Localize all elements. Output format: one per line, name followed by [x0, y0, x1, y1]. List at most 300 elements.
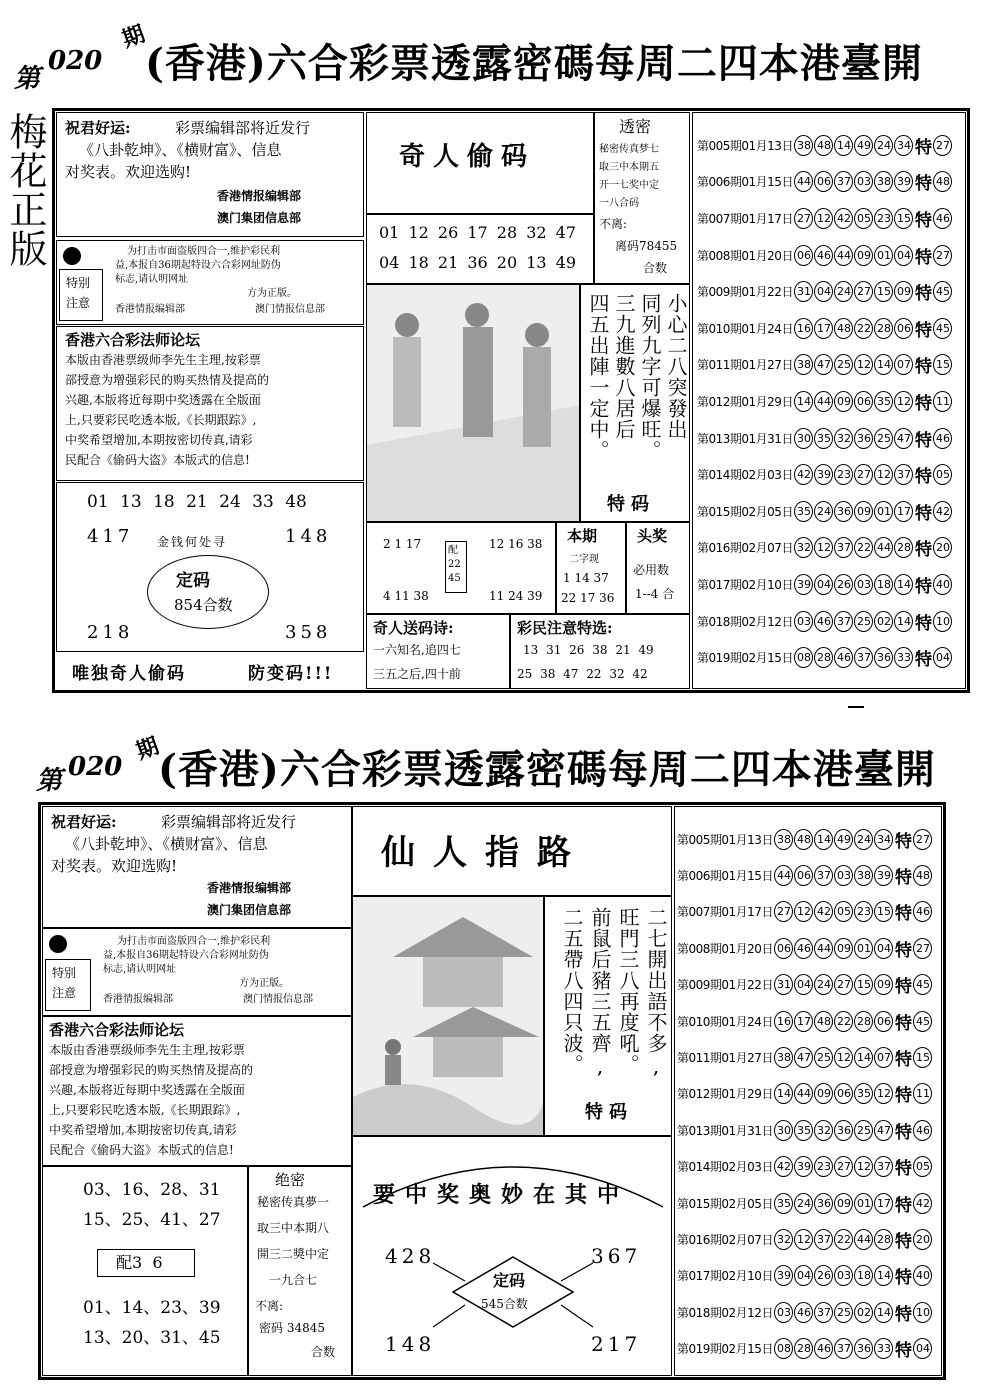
special-number-ball: 42 — [933, 501, 952, 522]
result-date-label: 第013期01月31日 — [677, 1123, 773, 1138]
result-row — [677, 1185, 933, 1221]
special-marker: 特 — [894, 1159, 912, 1180]
result-date-label: 第013期01月31日 — [697, 431, 793, 446]
issue-number: 020 — [68, 752, 123, 782]
number-ball: 32 — [814, 1120, 833, 1141]
number-ball: 37 — [834, 611, 853, 632]
poem-column: 四五出陣一定中。 — [586, 293, 610, 461]
special-number-ball: 46 — [913, 901, 932, 922]
number-ball: 04 — [814, 281, 833, 302]
result-date-label: 第007期01月17日 — [697, 211, 793, 226]
greeting-line: 对奖表。欢迎选购! — [51, 857, 178, 875]
special-marker: 特 — [894, 1268, 912, 1289]
greeting-box — [56, 112, 364, 237]
special-marker: 特 — [914, 320, 932, 341]
number-ball: 12 — [874, 1083, 893, 1104]
page-title: (香港)六合彩票透露密碼每周二四本港臺開 — [158, 746, 936, 793]
number-ball: 14 — [814, 829, 833, 850]
special-number-ball: 15 — [933, 354, 952, 375]
number-ball: 30 — [774, 1120, 793, 1141]
special-marker: 特 — [894, 904, 912, 925]
number-ball: 26 — [814, 1265, 833, 1286]
number-ball: 35 — [794, 1120, 813, 1141]
result-row — [677, 1221, 933, 1257]
result-row — [677, 1039, 933, 1075]
number-ball: 44 — [854, 1229, 873, 1250]
numbers-line: 01 13 18 21 24 33 48 — [87, 492, 307, 512]
result-row — [677, 857, 933, 893]
result-date-label: 第012期01月29日 — [697, 394, 793, 409]
number-ball: 09 — [834, 1193, 853, 1214]
special-marker: 特 — [914, 247, 932, 268]
pairs-mid-box — [445, 541, 467, 593]
special-number-ball: 27 — [913, 938, 932, 959]
secret-heading: 绝密 — [275, 1171, 306, 1189]
issue-number: 020 — [48, 46, 103, 76]
secret-line: 開三二獎中定 — [257, 1247, 330, 1261]
number-ball: 44 — [814, 391, 833, 412]
corner-number: 218 — [87, 622, 134, 643]
special-marker: 特 — [914, 503, 932, 524]
secret-line: 取三中本期八 — [257, 1221, 330, 1235]
panel-title: 奇人偷码 — [399, 142, 536, 172]
poem-column: 二五帶八四只波。 — [560, 907, 584, 1075]
numbers-box — [42, 1166, 248, 1376]
number-ball: 02 — [854, 1302, 873, 1323]
secret-box — [248, 1166, 352, 1376]
number-ball: 36 — [834, 1120, 853, 1141]
number-ball: 38 — [774, 829, 793, 850]
number-ball: 35 — [874, 391, 893, 412]
result-date-label: 第012期01月29日 — [677, 1087, 773, 1102]
number-ball: 17 — [814, 318, 833, 339]
number-ball: 39 — [874, 865, 893, 886]
special-marker: 特 — [914, 540, 932, 561]
greeting-sign: 香港情报编辑部 — [217, 189, 302, 203]
number-ball: 18 — [854, 1265, 873, 1286]
dingma-sum: 854合数 — [174, 596, 233, 614]
pairs-text: 4 11 38 — [383, 589, 429, 603]
result-row — [697, 530, 953, 567]
number-ball: 28 — [854, 1011, 873, 1032]
special-number-ball: 27 — [933, 245, 952, 266]
results-panel-top — [692, 112, 966, 689]
special-head: 彩民注意特选: — [517, 619, 613, 637]
pairs-box — [366, 522, 556, 614]
notice-label: 注意 — [52, 986, 77, 1000]
special-marker: 特 — [914, 284, 932, 305]
number-ball: 33 — [894, 647, 913, 668]
number-ball: 28 — [794, 1338, 813, 1359]
forum-line: 上,只要彩民吃透本版,《长期跟踪》, — [49, 1103, 241, 1117]
result-row — [697, 273, 953, 310]
result-date-label: 第018期02月12日 — [677, 1305, 773, 1320]
number-ball: 06 — [774, 938, 793, 959]
number-ball: 48 — [814, 1011, 833, 1032]
number-ball: 27 — [854, 281, 873, 302]
number-ball: 04 — [794, 1265, 813, 1286]
number-ball: 38 — [794, 354, 813, 375]
number-ball: 46 — [794, 1302, 813, 1323]
benqi-line: 22 17 36 — [561, 591, 615, 605]
number-ball: 18 — [874, 574, 893, 595]
result-date-label: 第005期01月13日 — [677, 832, 773, 847]
number-ball: 14 — [874, 1302, 893, 1323]
panel-title-box — [352, 806, 672, 896]
benqi-head: 本期 — [567, 527, 598, 545]
corner-number: 358 — [285, 622, 332, 643]
poem-column: 三九進數八居后 — [612, 293, 636, 440]
numbers-row: 01 12 26 17 28 32 47 — [379, 223, 577, 242]
number-ball: 22 — [834, 1229, 853, 1250]
number-ball: 01 — [874, 501, 893, 522]
notice-line: 益,本报自36期起特设六合彩网址防伪 — [115, 260, 281, 271]
results-panel-bottom — [674, 806, 942, 1376]
forum-line: 民配合《偷码大盗》本版式的信息! — [49, 1143, 234, 1157]
number-ball: 47 — [894, 428, 913, 449]
dingma-oval — [147, 555, 269, 629]
number-ball: 28 — [874, 318, 893, 339]
special-number-ball: 45 — [933, 318, 952, 339]
poem-column: 旺門三八再度吼。 — [616, 907, 640, 1075]
special-marker: 特 — [914, 357, 932, 378]
result-date-label: 第006期01月15日 — [677, 869, 773, 884]
number-ball: 09 — [834, 938, 853, 959]
notice-line: 益,本报自36期起特设六合彩网址防伪 — [103, 950, 269, 961]
special-marker: 特 — [894, 1050, 912, 1071]
special-marker: 特 — [914, 430, 932, 451]
number-ball: 36 — [814, 1193, 833, 1214]
issue-suffix: 期 — [132, 732, 163, 765]
result-row — [697, 237, 953, 274]
dingma-sum: 545合数 — [481, 1297, 528, 1311]
special-number-ball: 45 — [933, 281, 952, 302]
forum-line: 民配合《偷码大盗》本版式的信息! — [65, 453, 250, 467]
number-ball: 14 — [894, 574, 913, 595]
secret-heading: 透密 — [619, 117, 652, 136]
numbers-row: 15、25、41、27 — [83, 1210, 221, 1230]
special-number-ball: 46 — [913, 1120, 932, 1141]
number-ball: 48 — [834, 318, 853, 339]
notice-label: 特别 — [66, 276, 91, 290]
number-ball: 34 — [874, 829, 893, 850]
number-ball: 37 — [834, 537, 853, 558]
corner-number: 428 — [385, 1244, 436, 1268]
special-marker: 特 — [894, 868, 912, 889]
page-title: (香港)六合彩票透露密碼每周二四本港臺開 — [145, 40, 923, 87]
notice-line: 标志,请认明网址 — [115, 274, 189, 285]
number-ball: 08 — [794, 647, 813, 668]
poem-column: 二七開出語不多, — [644, 907, 668, 1079]
result-row — [677, 930, 933, 966]
number-ball: 08 — [774, 1338, 793, 1359]
number-ball: 37 — [814, 865, 833, 886]
number-ball: 27 — [834, 1156, 853, 1177]
number-ball: 49 — [834, 829, 853, 850]
divider-mark — [848, 706, 864, 708]
greeting-heading: 祝君好运: — [65, 119, 131, 137]
results-list — [677, 821, 933, 1367]
result-row — [677, 1258, 933, 1294]
benqi-line: 二字现 — [569, 554, 599, 565]
number-ball: 46 — [814, 611, 833, 632]
tema-label: 特码 — [585, 1102, 633, 1123]
special-line: 25 38 47 22 32 42 — [517, 667, 648, 681]
bottom-slogan: 防变码!!! — [248, 664, 334, 684]
number-ball: 14 — [874, 354, 893, 375]
number-ball: 44 — [794, 1083, 813, 1104]
special-marker: 特 — [894, 1304, 912, 1325]
pagoda-illustration-icon — [353, 897, 544, 1136]
special-marker: 特 — [914, 650, 932, 671]
number-ball: 36 — [874, 647, 893, 668]
greeting-line: 彩票编辑部将近发行 — [175, 119, 311, 137]
special-number-ball: 45 — [913, 1011, 932, 1032]
number-ball: 38 — [874, 171, 893, 192]
number-ball: 47 — [874, 1120, 893, 1141]
notice-sign: 澳门情报信息部 — [255, 304, 325, 315]
number-ball: 06 — [874, 1011, 893, 1032]
result-row — [697, 420, 953, 457]
special-number-ball: 48 — [913, 865, 932, 886]
poem-column: 前鼠后豬三五齊, — [588, 907, 612, 1079]
benqi-line: 1 14 37 — [563, 571, 609, 585]
number-ball: 24 — [874, 135, 893, 156]
number-ball: 06 — [794, 865, 813, 886]
dingma-box — [56, 482, 364, 652]
result-date-label: 第006期01月15日 — [697, 175, 793, 190]
number-ball: 44 — [814, 938, 833, 959]
secret-line: 开一七奖中定 — [599, 180, 659, 191]
pairs-text: 11 24 39 — [489, 589, 543, 603]
poem2-line: 三五之后,四十前 — [373, 667, 461, 681]
special-marker: 特 — [894, 1231, 912, 1252]
number-ball: 06 — [834, 1083, 853, 1104]
number-ball: 24 — [814, 974, 833, 995]
special-marker: 特 — [894, 1341, 912, 1362]
toujiang-line: 必用数 — [633, 563, 670, 577]
secret-line: 取三中本期五 — [599, 162, 659, 173]
result-date-label: 第016期02月07日 — [677, 1232, 773, 1247]
number-ball: 44 — [774, 865, 793, 886]
number-ball: 09 — [854, 245, 873, 266]
number-ball: 22 — [854, 537, 873, 558]
number-ball: 48 — [794, 829, 813, 850]
number-ball: 24 — [854, 829, 873, 850]
number-ball: 25 — [854, 611, 873, 632]
greeting-sign: 澳门集团信息部 — [207, 903, 292, 917]
greeting-box — [42, 806, 352, 928]
number-ball: 38 — [794, 135, 813, 156]
result-date-label: 第009期01月22日 — [677, 978, 773, 993]
number-ball: 48 — [814, 135, 833, 156]
number-ball: 07 — [874, 1047, 893, 1068]
forum-box — [56, 326, 364, 481]
number-ball: 14 — [834, 135, 853, 156]
number-ball: 49 — [854, 135, 873, 156]
number-ball: 38 — [854, 865, 873, 886]
number-ball: 12 — [894, 391, 913, 412]
result-row — [677, 821, 933, 857]
number-ball: 12 — [854, 1156, 873, 1177]
number-ball: 14 — [774, 1083, 793, 1104]
numbers-row: 01、14、23、39 — [83, 1298, 221, 1318]
number-ball: 28 — [874, 1229, 893, 1250]
notice-label: 注意 — [66, 296, 91, 310]
number-ball: 27 — [774, 901, 793, 922]
notice-line: 方为正版。 — [239, 978, 289, 989]
poem2-line: 一六知名,追四七 — [373, 643, 461, 657]
result-date-label: 第014期02月03日 — [697, 468, 793, 483]
number-ball: 15 — [854, 974, 873, 995]
special-number-ball: 45 — [913, 974, 932, 995]
special-number-ball: 05 — [933, 464, 952, 485]
figures-illustration-icon — [367, 285, 580, 522]
number-ball: 14 — [794, 391, 813, 412]
panel-title-box — [366, 112, 594, 214]
tema-label: 特码 — [607, 494, 655, 515]
number-ball: 32 — [834, 428, 853, 449]
notice-box — [42, 928, 352, 1016]
result-date-label: 第005期01月13日 — [697, 138, 793, 153]
special-number-ball: 48 — [933, 171, 952, 192]
number-ball: 06 — [894, 318, 913, 339]
notice-sign: 澳门情报信息部 — [243, 994, 313, 1005]
result-row — [697, 566, 953, 603]
number-ball: 33 — [874, 1338, 893, 1359]
notice-line: 标志,请认明网址 — [103, 964, 177, 975]
greeting-heading: 祝君好运: — [51, 813, 117, 831]
special-marker: 特 — [894, 1086, 912, 1107]
number-ball: 12 — [794, 1229, 813, 1250]
number-ball: 04 — [894, 245, 913, 266]
number-ball: 37 — [894, 464, 913, 485]
special-marker: 特 — [914, 137, 932, 158]
number-ball: 37 — [814, 1302, 833, 1323]
result-row — [677, 1003, 933, 1039]
dingma-label: 定码 — [493, 1271, 526, 1290]
corner-number: 417 — [87, 526, 134, 547]
forum-heading: 香港六合彩法师论坛 — [49, 1021, 185, 1039]
pei-box — [97, 1249, 195, 1277]
number-ball: 15 — [894, 208, 913, 229]
result-date-label: 第017期02月10日 — [697, 577, 793, 592]
special-number-ball: 10 — [913, 1302, 932, 1323]
special-number-ball: 04 — [933, 647, 952, 668]
number-ball: 15 — [874, 281, 893, 302]
number-ball: 14 — [854, 1047, 873, 1068]
notice-sign: 香港情报编辑部 — [103, 994, 173, 1005]
forum-line: 本版由香港票级师李先生主理,按彩票 — [49, 1043, 245, 1057]
number-ball: 04 — [794, 974, 813, 995]
number-ball: 14 — [894, 611, 913, 632]
number-ball: 25 — [874, 428, 893, 449]
bomb-icon — [49, 935, 67, 953]
special-number-ball: 20 — [933, 537, 952, 558]
number-ball: 05 — [854, 208, 873, 229]
poem-column: 同列九字可爆旺。 — [638, 293, 662, 461]
notice-line: 方为正版。 — [247, 288, 297, 299]
greeting-line: 对奖表。欢迎选购! — [65, 163, 192, 181]
number-ball: 09 — [834, 391, 853, 412]
number-ball: 09 — [854, 501, 873, 522]
result-row — [697, 347, 953, 384]
result-date-label: 第019期02月15日 — [677, 1342, 773, 1357]
pei-text: 配3 6 — [116, 1253, 163, 1272]
number-ball: 04 — [814, 574, 833, 595]
result-row — [697, 164, 953, 201]
number-ball: 46 — [834, 647, 853, 668]
number-ball: 27 — [794, 208, 813, 229]
number-ball: 12 — [834, 1047, 853, 1068]
issue-suffix: 期 — [118, 20, 149, 53]
special-marker: 特 — [914, 613, 932, 634]
number-ball: 32 — [794, 537, 813, 558]
special-number-ball: 46 — [933, 208, 952, 229]
greeting-line: 彩票编辑部将近发行 — [161, 813, 297, 831]
special-box — [510, 614, 690, 689]
number-ball: 12 — [814, 208, 833, 229]
poem2-box — [366, 614, 510, 689]
number-ball: 46 — [814, 1338, 833, 1359]
numbers-row: 13、20、31、45 — [83, 1328, 221, 1348]
number-ball: 24 — [814, 501, 833, 522]
number-ball: 28 — [894, 537, 913, 558]
result-row — [677, 1076, 933, 1112]
benqi-box — [556, 522, 626, 614]
number-ball: 03 — [774, 1302, 793, 1323]
forum-box — [42, 1016, 352, 1166]
greeting-sign: 香港情报编辑部 — [207, 881, 292, 895]
special-marker: 特 — [894, 1122, 912, 1143]
result-date-label: 第010期01月24日 — [677, 1014, 773, 1029]
number-ball: 47 — [794, 1047, 813, 1068]
number-ball: 22 — [834, 1011, 853, 1032]
result-date-label: 第016期02月07日 — [697, 541, 793, 556]
number-ball: 16 — [794, 318, 813, 339]
number-ball: 44 — [834, 245, 853, 266]
number-ball: 36 — [834, 501, 853, 522]
number-ball: 23 — [854, 901, 873, 922]
poem2-head: 奇人送码诗: — [373, 619, 454, 637]
illustration — [352, 896, 544, 1136]
number-ball: 39 — [814, 464, 833, 485]
number-ball: 37 — [874, 1156, 893, 1177]
secret-buli: 不离: — [255, 1299, 284, 1313]
number-ball: 39 — [794, 1156, 813, 1177]
number-ball: 17 — [874, 1193, 893, 1214]
result-date-label: 第015期02月05日 — [677, 1196, 773, 1211]
number-ball: 24 — [794, 1193, 813, 1214]
number-ball: 14 — [874, 1265, 893, 1286]
special-marker: 特 — [914, 467, 932, 488]
number-ball: 03 — [834, 865, 853, 886]
special-marker: 特 — [894, 1195, 912, 1216]
forum-line: 中奖希望增加,本期按密切传真,请彩 — [49, 1123, 237, 1137]
number-ball: 31 — [774, 974, 793, 995]
toujiang-head: 头奖 — [637, 527, 668, 545]
result-date-label: 第009期01月22日 — [697, 285, 793, 300]
number-ball: 28 — [814, 647, 833, 668]
special-number-ball: 04 — [913, 1338, 932, 1359]
number-ball: 38 — [774, 1047, 793, 1068]
number-ball: 12 — [794, 901, 813, 922]
number-ball: 37 — [834, 1338, 853, 1359]
special-marker: 特 — [914, 210, 932, 231]
notice-line: 为打击市面盗版四合一,维护彩民利 — [117, 936, 271, 947]
special-number-ball: 42 — [913, 1193, 932, 1214]
side-label: 梅花正版 — [3, 112, 47, 268]
